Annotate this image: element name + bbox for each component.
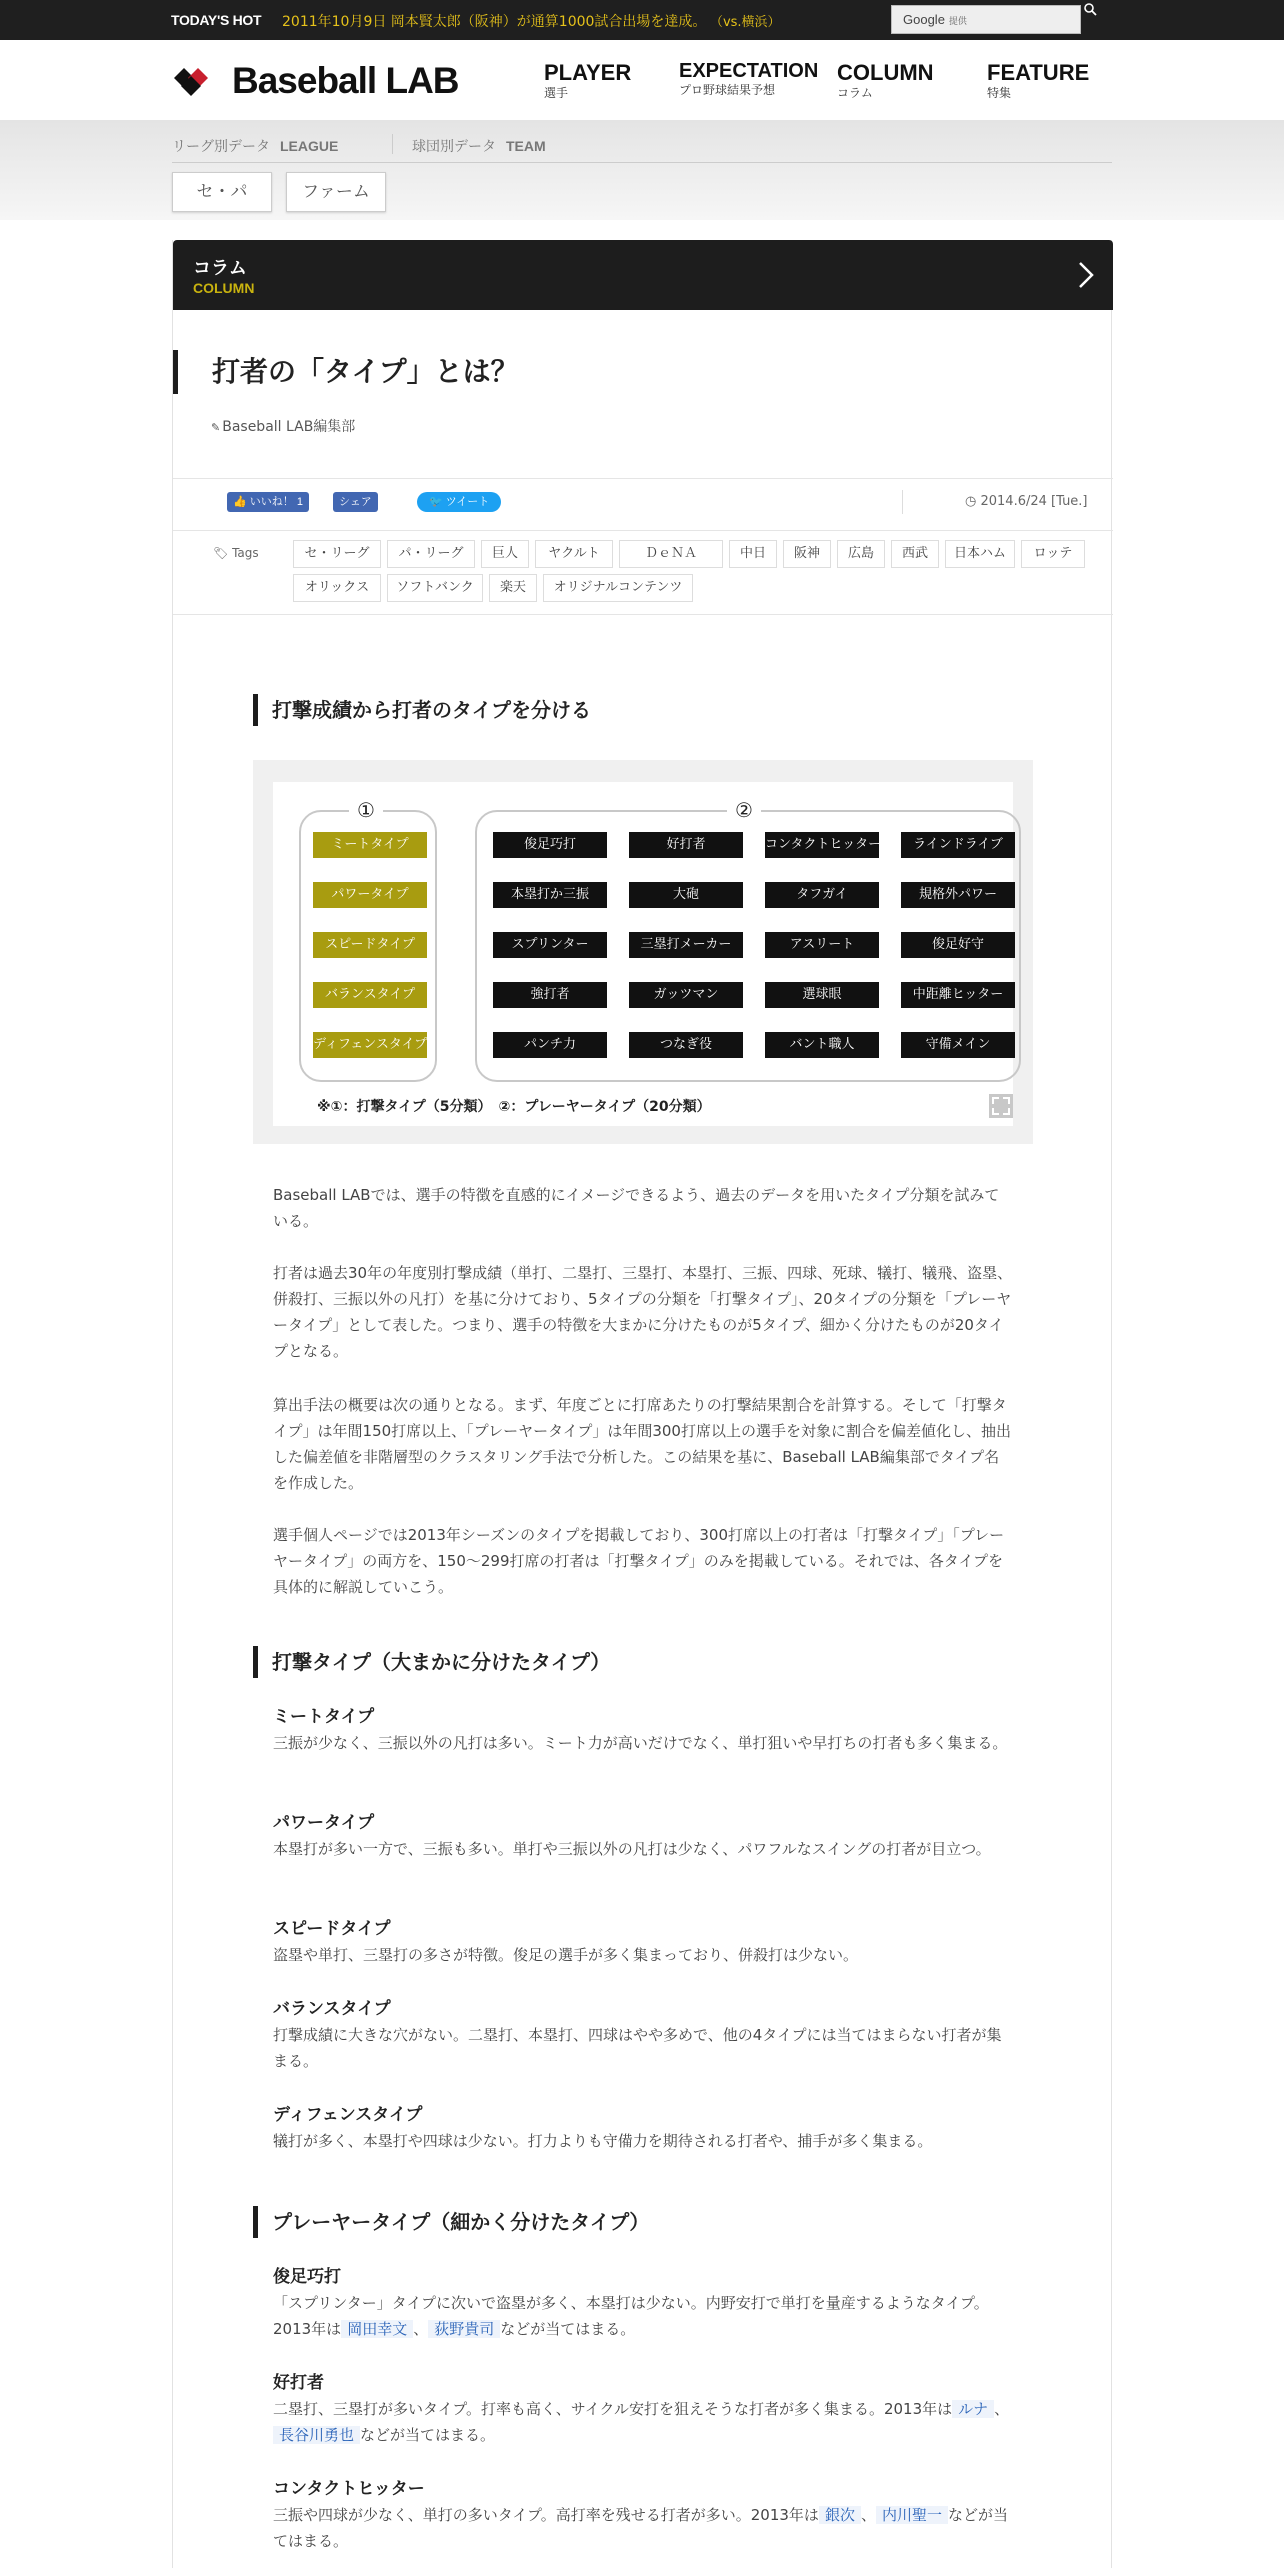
todays-hot-text: 2011年10月9日 岡本賢太郎（阪神）が通算1000試合出場を達成。 bbox=[282, 14, 707, 30]
batting-type-box: スピードタイプ bbox=[313, 932, 427, 958]
facebook-share-button[interactable]: シェア bbox=[333, 492, 378, 512]
player-type-name: 好打者 bbox=[273, 2373, 324, 2393]
batting-type-box: バランスタイプ bbox=[313, 982, 427, 1008]
player-type-box: 中距離ヒッター bbox=[901, 982, 1015, 1008]
todays-hot-link[interactable] bbox=[282, 11, 781, 31]
tweet-label: ツイート bbox=[445, 496, 490, 508]
player-type-box: 守備メイン bbox=[901, 1032, 1015, 1058]
batting-type-desc: 盗塁や単打、三塁打の多さが特徴。俊足の選手が多く集まっており、併殺打は少ない。 bbox=[273, 1946, 859, 1964]
sub-navigation bbox=[0, 120, 1284, 220]
tweet-button[interactable] bbox=[417, 492, 501, 512]
logo-text: Baseball LAB bbox=[232, 60, 459, 101]
section-heading-2: 打撃タイプ（大まかに分けたタイプ） bbox=[253, 1646, 610, 1678]
player-type-name: 俊足巧打 bbox=[273, 2267, 341, 2287]
intro-paragraph-4: 選手個人ページでは2013年シーズンのタイプを掲載しており、300打席以上の打者は「打撃タイプ」「プレーヤータイプ」の両方を、150～299打席の打者は「打撃タイプ」のみを掲載している。それでは、各タイプを具体的に解説していこう。 bbox=[273, 1526, 1005, 1596]
batting-type-desc: 犠打が多く、本塁打や四球は少ない。打力よりも守備力を期待される打者や、捕手が多く集まる。 bbox=[273, 2132, 933, 2150]
article-date bbox=[965, 494, 1088, 509]
player-type-box: アスリート bbox=[765, 932, 879, 958]
batting-type-name: パワータイプ bbox=[273, 1813, 375, 1833]
tag-item[interactable]: 西武 bbox=[891, 540, 939, 568]
player-type-box: コンタクトヒッター bbox=[765, 832, 879, 858]
nav-column-sub: コラム bbox=[837, 86, 873, 100]
divider bbox=[173, 478, 1113, 479]
player-type-desc bbox=[273, 2396, 1013, 2448]
batting-type-name: ミートタイプ bbox=[273, 1707, 375, 1727]
nav-column-label: COLUMN bbox=[837, 60, 934, 85]
figure-caption: ※①：打撃タイプ（5分類） ②：プレーヤータイプ（20分類） bbox=[317, 1099, 711, 1115]
player-type-box: タフガイ bbox=[765, 882, 879, 908]
player-type-box: スプリンター bbox=[493, 932, 607, 958]
tab-team-data[interactable] bbox=[412, 136, 546, 156]
player-type-box: 三塁打メーカー bbox=[629, 932, 743, 958]
subnav-divider bbox=[392, 134, 393, 154]
chevron-right-icon[interactable] bbox=[1077, 260, 1095, 290]
tag-item[interactable]: 巨人 bbox=[481, 540, 529, 568]
nav-column[interactable] bbox=[837, 60, 934, 101]
nav-feature-label: FEATURE bbox=[987, 60, 1090, 85]
tab-league-en: LEAGUE bbox=[280, 138, 339, 154]
tag-item[interactable]: 阪神 bbox=[783, 540, 831, 568]
player-type-box: 選球眼 bbox=[765, 982, 879, 1008]
batting-type-name: スピードタイプ bbox=[273, 1919, 391, 1939]
player-link[interactable]: ルナ bbox=[952, 2400, 994, 2418]
player-link[interactable]: 銀次 bbox=[819, 2506, 861, 2524]
batting-type-name: ディフェンスタイプ bbox=[273, 2105, 423, 2125]
separator: 、 bbox=[994, 2400, 1010, 2418]
batting-type-box: パワータイプ bbox=[313, 882, 427, 908]
tag-item[interactable]: オリジナルコンテンツ bbox=[543, 574, 693, 602]
player-type-box: 規格外パワー bbox=[901, 882, 1015, 908]
tag-item[interactable]: ＤｅＮＡ bbox=[619, 540, 723, 568]
tags-label bbox=[213, 546, 259, 560]
player-type-box: 俊足巧打 bbox=[493, 832, 607, 858]
tab-team-jp: 球団別データ bbox=[412, 139, 496, 155]
pencil-icon: ✎ bbox=[211, 421, 221, 434]
tag-item[interactable]: 中日 bbox=[729, 540, 777, 568]
tag-item[interactable]: 広島 bbox=[837, 540, 885, 568]
nav-player-label: PLAYER bbox=[544, 60, 632, 85]
player-type-box: バント職人 bbox=[765, 1032, 879, 1058]
tag-item[interactable]: 日本ハム bbox=[945, 540, 1015, 568]
tag-icon: 🏷 bbox=[213, 546, 233, 560]
clock-icon: ◷ bbox=[965, 494, 981, 509]
player-desc-tail: などが当てはまる。 bbox=[273, 2506, 1008, 2550]
separator: 、 bbox=[860, 2506, 876, 2524]
todays-hot-sub: （vs.横浜） bbox=[716, 15, 781, 30]
player-desc-text: 二塁打、三塁打が多いタイプ。打率も高く、サイクル安打を狙えそうな打者が多く集まる。2013年は bbox=[273, 2400, 953, 2418]
like-label: いいね！ 1 bbox=[249, 496, 303, 508]
player-type-name: コンタクトヒッター bbox=[273, 2479, 425, 2499]
tag-item[interactable]: ソフトバンク bbox=[387, 574, 483, 602]
batting-type-box: ミートタイプ bbox=[313, 832, 427, 858]
batting-type-box: ディフェンスタイプ bbox=[313, 1032, 427, 1058]
intro-paragraph-3: 算出手法の概要は次の通りとなる。まず、年度ごとに打席あたりの打撃結果割合を計算する。そして「打撃タイプ」は年間150打席以上、「プレーヤータイプ」は年間300打席以上の選手を対象に割合を偏差値化し、抽出した偏差値を非階層型のクラスタリング手法で分析した。この結果を基に、Baseball LAB編集部でタイプ名を作成した。 bbox=[273, 1396, 1011, 1492]
batting-type-name: バランスタイプ bbox=[273, 1999, 391, 2019]
section-heading-3: プレーヤータイプ（細かく分けたタイプ） bbox=[253, 2206, 649, 2238]
player-link[interactable]: 長谷川勇也 bbox=[273, 2426, 360, 2444]
column-header[interactable] bbox=[173, 240, 1113, 310]
google-brand-sub: 提供 bbox=[948, 16, 967, 26]
player-type-desc bbox=[273, 2502, 1013, 2554]
player-type-box: 好打者 bbox=[629, 832, 743, 858]
logo-diamond-icon bbox=[172, 66, 222, 96]
site-header bbox=[0, 40, 1284, 120]
todays-hot-bar bbox=[0, 0, 1284, 40]
tab-team-en: TEAM bbox=[506, 138, 546, 154]
article-title-block bbox=[173, 350, 519, 394]
player-type-box: ガッツマン bbox=[629, 982, 743, 1008]
intro-paragraph-2: 打者は過去30年の年度別打撃成績（単打、二塁打、三塁打、本塁打、三振、四球、死球、犠打、犠飛、盗塁、併殺打、三振以外の凡打）を基に分けており、5タイプの分類を「打撃タイプ」、20タイプの分類を「プレーヤータイプ」として表した。つまり、選手の特徴を大まかに分けたものが5タイプ、細かく分けたものが20タイプとなる。 bbox=[273, 1264, 1013, 1360]
author-name: Baseball LAB編集部 bbox=[222, 419, 356, 435]
search-icon[interactable] bbox=[1083, 2, 1097, 20]
player-type-box: パンチ力 bbox=[493, 1032, 607, 1058]
tag-item[interactable]: パ・リーグ bbox=[387, 540, 475, 568]
batting-type-desc: 本塁打が多い一方で、三振も多い。単打や三振以外の凡打は少なく、パワフルなスイングの打者が目立つ。 bbox=[273, 1840, 991, 1858]
tag-item[interactable]: 楽天 bbox=[489, 574, 537, 602]
player-type-box: つなぎ役 bbox=[629, 1032, 743, 1058]
player-type-box: 強打者 bbox=[493, 982, 607, 1008]
divider bbox=[173, 614, 1113, 615]
site-logo[interactable] bbox=[172, 60, 502, 104]
article-title: 打者の「タイプ」とは？ bbox=[212, 355, 519, 388]
player-type-box: 大砲 bbox=[629, 882, 743, 908]
group2-number: ② bbox=[727, 798, 761, 822]
player-link[interactable]: 内川聖一 bbox=[876, 2506, 948, 2524]
figure-inner bbox=[273, 782, 1013, 1126]
divider bbox=[173, 530, 1113, 531]
player-type-box: 俊足好守 bbox=[901, 932, 1015, 958]
article-container bbox=[172, 240, 1112, 2568]
expand-icon[interactable] bbox=[989, 1094, 1013, 1118]
facebook-like-button[interactable] bbox=[227, 492, 309, 512]
player-type-desc bbox=[273, 2290, 1013, 2342]
twitter-bird-icon: 🐦 bbox=[429, 496, 446, 508]
player-type-box: ラインドライブ bbox=[901, 832, 1015, 858]
tag-item[interactable]: セ・リーグ bbox=[293, 540, 381, 568]
nav-player[interactable] bbox=[544, 60, 631, 101]
tab-league-jp: リーグ別データ bbox=[172, 139, 270, 155]
batting-type-desc: 三振が少なく、三振以外の凡打は多い。ミート力が高いだけでなく、単打狙いや早打ちの打者も多く集まる。 bbox=[273, 1734, 1008, 1752]
column-header-en: COLUMN bbox=[193, 280, 255, 296]
tag-item[interactable]: オリックス bbox=[293, 574, 381, 602]
player-desc-text: 「スプリンター」タイプに次いで盗塁が多く、本塁打は少ない。内野安打で単打を量産するようなタイプ。2013年は bbox=[273, 2294, 989, 2338]
nav-expectation-label: EXPECTATION bbox=[679, 60, 819, 82]
google-brand-text: Google bbox=[903, 12, 945, 27]
tag-item[interactable]: ヤクルト bbox=[535, 540, 613, 568]
todays-hot-label: TODAY'S HOT bbox=[171, 12, 262, 28]
google-search-brand bbox=[903, 12, 967, 27]
article-author bbox=[211, 416, 355, 436]
nav-feature-sub: 特集 bbox=[987, 86, 1012, 100]
pill-farm[interactable]: ファーム bbox=[286, 172, 386, 212]
player-type-box: 本塁打か三振 bbox=[493, 882, 607, 908]
player-desc-tail: などが当てはまる。 bbox=[360, 2426, 496, 2444]
nav-feature[interactable] bbox=[987, 60, 1089, 101]
tab-league-data[interactable] bbox=[172, 136, 338, 156]
group1-number: ① bbox=[349, 798, 383, 822]
player-link[interactable]: 岡田幸文 bbox=[341, 2320, 413, 2338]
site-search-input[interactable] bbox=[891, 5, 1081, 34]
intro-paragraph-1: Baseball LABでは、選手の特徴を直感的にイメージできるよう、過去のデータを用いたタイプ分類を試みている。 bbox=[273, 1186, 1000, 1230]
nav-expectation[interactable] bbox=[679, 60, 818, 98]
column-header-jp: コラム bbox=[193, 258, 247, 279]
date-text: 2014.6/24 [Tue.] bbox=[980, 494, 1088, 509]
thumbs-up-icon: 👍 bbox=[233, 496, 250, 508]
player-desc-text: 三振や四球が少なく、単打の多いタイプ。高打率を残せる打者が多い。2013年は bbox=[273, 2506, 819, 2524]
subnav-underline bbox=[172, 162, 1112, 163]
pill-se-pa[interactable]: セ・パ bbox=[172, 172, 272, 212]
player-desc-tail: などが当てはまる。 bbox=[500, 2320, 636, 2338]
tag-item[interactable]: ロッテ bbox=[1021, 540, 1085, 568]
type-classification-figure bbox=[253, 760, 1033, 1144]
player-link[interactable]: 荻野貴司 bbox=[428, 2320, 500, 2338]
nav-player-sub: 選手 bbox=[544, 86, 569, 100]
tags-label-text: Tags bbox=[232, 546, 259, 560]
section-heading-1: 打撃成績から打者のタイプを分ける bbox=[253, 694, 591, 726]
share-divider bbox=[902, 490, 903, 514]
separator: 、 bbox=[413, 2320, 429, 2338]
batting-type-desc: 打撃成績に大きな穴がない。二塁打、本塁打、四球はやや多めで、他の4タイプには当てはまらない打者が集まる。 bbox=[273, 2026, 1002, 2070]
nav-expectation-sub: プロ野球結果予想 bbox=[679, 83, 776, 97]
